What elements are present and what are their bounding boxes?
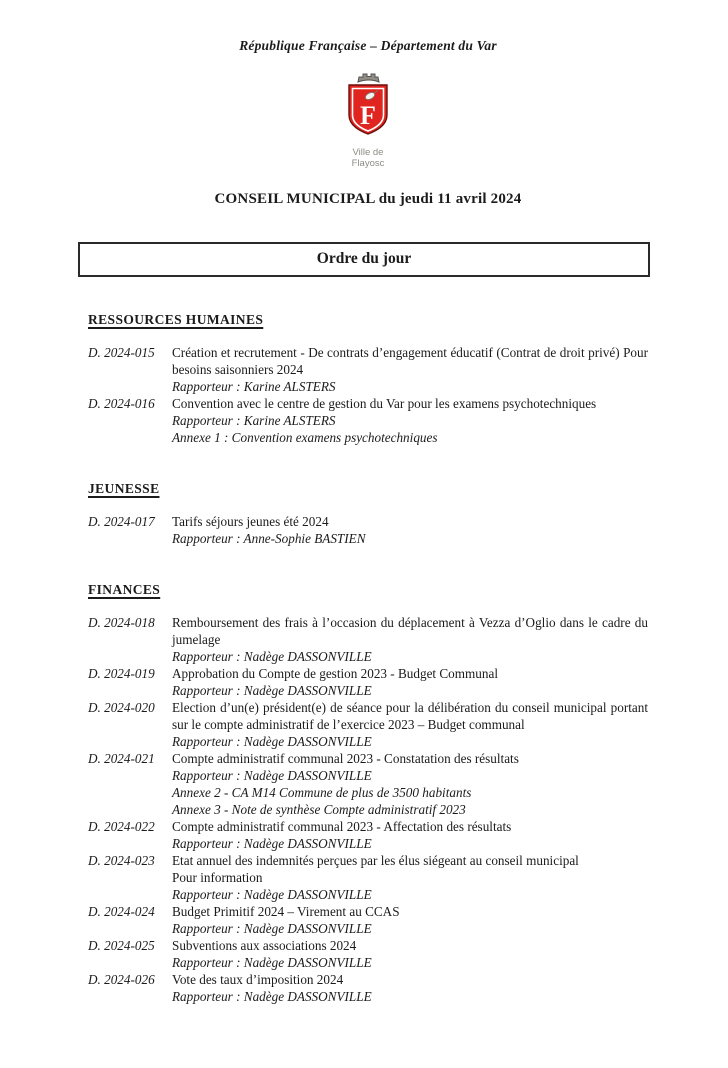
item-note: Pour information xyxy=(172,870,263,885)
item-title: Création et recrutement - De contrats d’engagement éducatif (Contrat de droit privé) Pour besoins saisonniers 2024 xyxy=(172,345,648,377)
agenda-section xyxy=(88,311,648,446)
item-reference: D. 2024-024 xyxy=(88,904,155,919)
item-body xyxy=(172,750,648,818)
item-reference: D. 2024-020 xyxy=(88,700,155,715)
document-content xyxy=(88,38,648,1005)
item-title: Approbation du Compte de gestion 2023 - Budget Communal xyxy=(172,666,498,681)
item-rapporteur: Rapporteur : Nadège DASSONVILLE xyxy=(172,921,372,936)
item-rapporteur: Rapporteur : Nadège DASSONVILLE xyxy=(172,989,372,1004)
item-rapporteur: Rapporteur : Nadège DASSONVILLE xyxy=(172,734,372,749)
section-items xyxy=(88,614,648,1005)
item-rapporteur: Rapporteur : Nadège DASSONVILLE xyxy=(172,887,372,902)
item-reference: D. 2024-017 xyxy=(88,514,155,529)
agenda-box xyxy=(78,242,650,277)
section-heading: RESSOURCES HUMAINES xyxy=(88,312,264,327)
item-body xyxy=(172,699,648,750)
section-items xyxy=(88,344,648,446)
agenda-item xyxy=(88,395,648,446)
item-title: Tarifs séjours jeunes été 2024 xyxy=(172,514,329,529)
agenda-item xyxy=(88,614,648,665)
section-heading: FINANCES xyxy=(88,582,161,597)
crest-caption xyxy=(352,148,385,169)
agenda-item xyxy=(88,937,648,971)
crest-shield-icon xyxy=(337,72,399,146)
agenda-section xyxy=(88,581,648,1005)
item-body xyxy=(172,344,648,395)
agenda-item xyxy=(88,513,648,547)
city-crest-logo xyxy=(88,72,648,169)
crest-crown-icon xyxy=(358,74,379,82)
agenda-item xyxy=(88,818,648,852)
item-annexe: Annexe 2 - CA M14 Commune de plus de 3500 habitants xyxy=(172,785,472,800)
item-title: Subventions aux associations 2024 xyxy=(172,938,357,953)
item-body xyxy=(172,395,648,446)
item-body xyxy=(172,971,648,1005)
item-body xyxy=(172,665,648,699)
document-title: CONSEIL MUNICIPAL du jeudi 11 avril 2024 xyxy=(214,191,522,207)
item-reference: D. 2024-026 xyxy=(88,972,155,987)
item-annexe: Annexe 3 - Note de synthèse Compte administratif 2023 xyxy=(172,802,466,817)
item-rapporteur: Rapporteur : Nadège DASSONVILLE xyxy=(172,836,372,851)
item-annexe: Annexe 1 : Convention examens psychotechniques xyxy=(172,430,438,445)
agenda-section xyxy=(88,480,648,547)
section-heading: JEUNESSE xyxy=(88,481,160,496)
section-items xyxy=(88,513,648,547)
item-body xyxy=(172,513,648,547)
item-body xyxy=(172,852,648,903)
item-title: Vote des taux d’imposition 2024 xyxy=(172,972,344,987)
item-body xyxy=(172,818,648,852)
item-rapporteur: Rapporteur : Nadège DASSONVILLE xyxy=(172,955,372,970)
item-rapporteur: Rapporteur : Karine ALSTERS xyxy=(172,379,336,394)
item-rapporteur: Rapporteur : Nadège DASSONVILLE xyxy=(172,768,372,783)
item-reference: D. 2024-025 xyxy=(88,938,155,953)
item-reference: D. 2024-021 xyxy=(88,751,155,766)
item-body xyxy=(172,937,648,971)
agenda-box-title: Ordre du jour xyxy=(316,250,412,267)
item-rapporteur: Rapporteur : Nadège DASSONVILLE xyxy=(172,649,372,664)
crest-caption-line2: Flayosc xyxy=(351,157,385,169)
agenda-item xyxy=(88,344,648,395)
item-title: Compte administratif communal 2023 - Affectation des résultats xyxy=(172,819,512,834)
crest-caption-line1: Ville de xyxy=(352,147,384,158)
item-body xyxy=(172,903,648,937)
item-title: Election d’un(e) président(e) de séance pour la délibération du conseil municipal portant sur le compte administratif de l’exercice 2023 – Budget communal xyxy=(172,700,648,732)
agenda-item xyxy=(88,971,648,1005)
item-reference: D. 2024-023 xyxy=(88,853,155,868)
agenda-item xyxy=(88,852,648,903)
item-reference: D. 2024-015 xyxy=(88,345,155,360)
item-title: Budget Primitif 2024 – Virement au CCAS xyxy=(172,904,400,919)
item-body xyxy=(172,614,648,665)
document-page xyxy=(0,38,728,1068)
item-reference: D. 2024-019 xyxy=(88,666,155,681)
agenda-item xyxy=(88,665,648,699)
item-title: Compte administratif communal 2023 - Constatation des résultats xyxy=(172,751,519,766)
item-rapporteur: Rapporteur : Anne-Sophie BASTIEN xyxy=(172,531,366,546)
item-title: Convention avec le centre de gestion du Var pour les examens psychotechniques xyxy=(172,396,597,411)
item-reference: D. 2024-016 xyxy=(88,396,155,411)
republic-header-line: République Française – Département du Var xyxy=(239,38,497,53)
agenda-item xyxy=(88,699,648,750)
item-reference: D. 2024-022 xyxy=(88,819,155,834)
crest-letter: F xyxy=(360,101,376,130)
agenda-item xyxy=(88,750,648,818)
item-rapporteur: Rapporteur : Nadège DASSONVILLE xyxy=(172,683,372,698)
item-rapporteur: Rapporteur : Karine ALSTERS xyxy=(172,413,336,428)
item-title: Etat annuel des indemnités perçues par les élus siégeant au conseil municipal xyxy=(172,853,579,868)
item-reference: D. 2024-018 xyxy=(88,615,155,630)
item-title: Remboursement des frais à l’occasion du déplacement à Vezza d’Oglio dans le cadre du jumelage xyxy=(172,615,648,647)
agenda-sections xyxy=(88,311,648,1005)
agenda-item xyxy=(88,903,648,937)
